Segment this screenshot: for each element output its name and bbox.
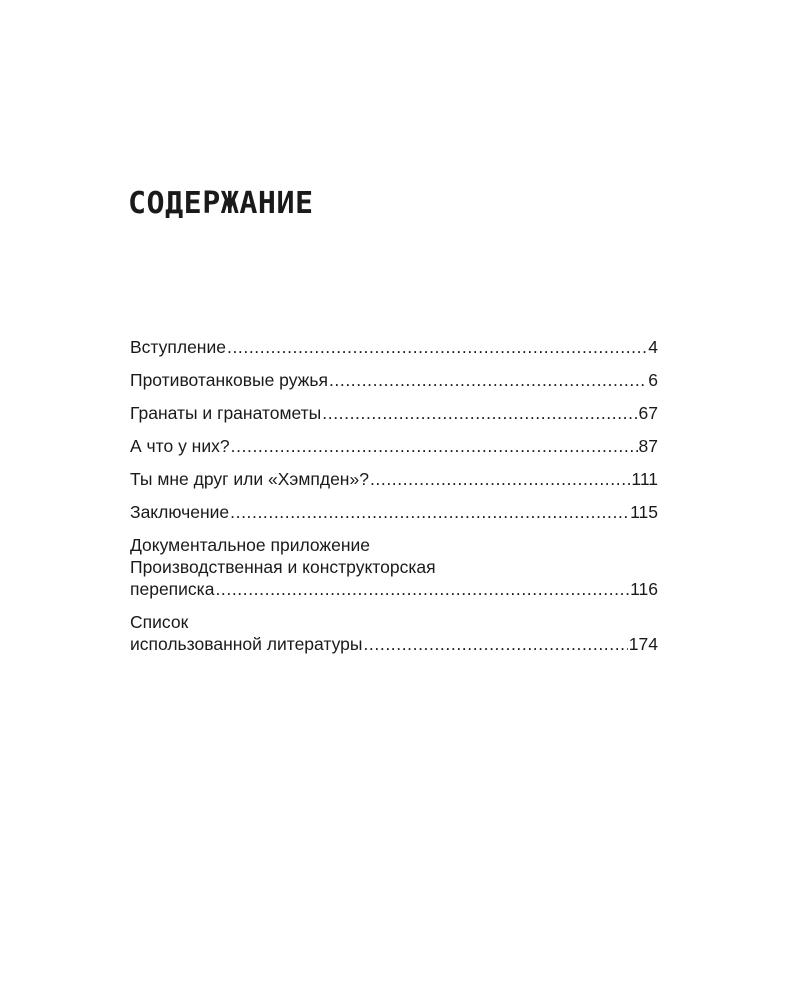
toc-entry-title-line: Документальное приложение (130, 535, 371, 555)
toc-leader-dots (227, 336, 647, 358)
toc-page-number: 174 (628, 634, 658, 654)
toc-leader-dots (370, 468, 630, 490)
toc-entry[interactable] (130, 501, 658, 523)
toc-page-number: 116 (630, 579, 658, 599)
toc-leader-dots (215, 578, 629, 600)
table-of-contents (130, 336, 658, 666)
toc-entry[interactable] (130, 402, 658, 424)
toc-entry[interactable] (130, 611, 658, 655)
toc-entry-title: использованной литературы (130, 634, 363, 654)
toc-entry-title: Противотанковые ружья (130, 370, 328, 390)
toc-entry[interactable] (130, 534, 658, 600)
toc-entry-title-line: Производственная и конструкторская (130, 557, 436, 577)
toc-leader-dots (230, 501, 629, 523)
toc-leader-dots (231, 435, 638, 457)
toc-page-number: 115 (630, 502, 658, 522)
toc-page-number: 67 (638, 403, 658, 423)
toc-entry-title: Ты мне друг или «Хэмпден»? (130, 469, 369, 489)
toc-entry[interactable] (130, 435, 658, 457)
toc-entry-title: Гранаты и гранатометы (130, 403, 322, 423)
toc-entry-title: А что у них? (130, 436, 230, 456)
toc-page-number: 87 (638, 436, 658, 456)
toc-page-number: 6 (648, 370, 658, 390)
toc-entry[interactable] (130, 468, 658, 490)
toc-leader-dots (329, 369, 647, 391)
toc-leader-dots (363, 633, 627, 655)
toc-entry-title: Вступление (130, 337, 226, 357)
toc-page-number: 111 (631, 469, 658, 489)
toc-entry[interactable] (130, 369, 658, 391)
toc-entry[interactable] (130, 336, 658, 358)
toc-entry-title: Заключение (130, 502, 230, 522)
toc-entry-title-line: Список (130, 612, 189, 632)
toc-page-number: 4 (648, 337, 658, 357)
toc-leader-dots (322, 402, 637, 424)
toc-entry-title: переписка (130, 579, 215, 599)
page-title: СОДЕРЖАНИЕ (128, 186, 314, 221)
